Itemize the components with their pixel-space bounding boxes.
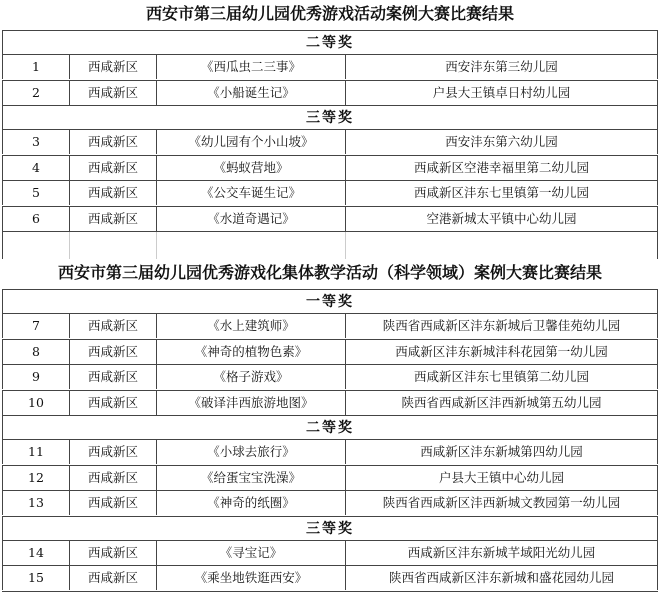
- case-name-cell: 《格子游戏》: [157, 365, 346, 389]
- school-cell: 西咸新区沣东七里镇第二幼儿园: [413, 369, 589, 384]
- row-number: 6: [3, 207, 70, 231]
- row-number: 15: [3, 566, 70, 590]
- table-spacer-row: [2, 231, 658, 259]
- case-name-cell: 《神奇的植物色素》: [157, 340, 346, 364]
- row-number: 14: [3, 541, 70, 565]
- case-name-cell: 《给蛋宝宝洗澡》: [157, 466, 346, 490]
- school-cell: 空港新城太平镇中心幼儿园: [426, 210, 577, 226]
- school-cell: 西安沣东第三幼儿园: [445, 59, 558, 74]
- case-name-cell: 《水上建筑师》: [157, 314, 346, 338]
- row-number: 13: [3, 491, 70, 515]
- table-row: [2, 80, 658, 105]
- row-number: 10: [3, 391, 70, 415]
- row-number: 3: [3, 130, 70, 154]
- district-cell: 西咸新区: [70, 440, 157, 464]
- school-cell: 陕西省西咸新区沣西新城文教园第一幼儿园: [382, 495, 621, 510]
- table-row: [2, 540, 658, 565]
- table-row: [2, 313, 658, 338]
- row-number: 4: [3, 156, 70, 180]
- district-cell: 西咸新区: [70, 81, 157, 105]
- table-row: [2, 206, 658, 231]
- row-number: 9: [3, 365, 70, 389]
- district-cell: 西咸新区: [70, 340, 157, 364]
- school-cell: 西咸新区沣东新城芊域阳光幼儿园: [407, 544, 596, 560]
- district-cell: 西咸新区: [70, 365, 157, 389]
- school-cell: 西咸新区沣东新城沣科花园第一幼儿园: [395, 343, 608, 359]
- table-row: [2, 129, 658, 154]
- school-cell: 西咸新区空港幸福里第二幼儿园: [413, 159, 589, 175]
- school-cell: 陕西省西咸新区沣西新城第五幼儿园: [401, 394, 602, 410]
- district-cell: 西咸新区: [70, 541, 157, 565]
- table-row: [2, 364, 658, 389]
- table-row: [2, 54, 658, 79]
- row-number: 5: [3, 181, 70, 205]
- award-section-header: 一等奖: [2, 289, 658, 313]
- case-name-cell: 《水道奇遇记》: [157, 207, 346, 231]
- table-title: 西安市第三届幼儿园优秀游戏活动案例大赛比赛结果: [145, 4, 514, 23]
- row-number: 2: [3, 81, 70, 105]
- case-name-cell: 《幼儿园有个小山坡》: [157, 130, 346, 154]
- table-row: [2, 439, 658, 464]
- award-section-header: 二等奖: [2, 30, 658, 54]
- row-number: 1: [3, 55, 70, 79]
- case-name-cell: 《神奇的纸圈》: [157, 491, 346, 515]
- table-title: 西安市第三届幼儿园优秀游戏化集体教学活动（科学领域）案例大赛比赛结果: [57, 263, 602, 282]
- case-name-cell: 《西瓜虫二三事》: [157, 55, 346, 79]
- table-bottom-border: [2, 591, 658, 592]
- district-cell: 西咸新区: [70, 207, 157, 231]
- district-cell: 西咸新区: [70, 466, 157, 490]
- school-cell: 西安沣东第六幼儿园: [445, 134, 558, 149]
- district-cell: 西咸新区: [70, 391, 157, 415]
- award-section-header: 三等奖: [2, 105, 658, 129]
- row-number: 12: [3, 466, 70, 490]
- district-cell: 西咸新区: [70, 130, 157, 154]
- school-cell: 户县大王镇中心幼儿园: [438, 469, 564, 485]
- table-row: [2, 180, 658, 205]
- district-cell: 西咸新区: [70, 566, 157, 590]
- case-name-cell: 《破译沣西旅游地图》: [157, 391, 346, 415]
- table-row: [2, 339, 658, 364]
- school-cell: 西咸新区沣东七里镇第一幼儿园: [413, 185, 589, 200]
- district-cell: 西咸新区: [70, 156, 157, 180]
- case-name-cell: 《乘坐地铁逛西安》: [157, 566, 346, 590]
- table-row: [2, 390, 658, 415]
- table-row: [2, 465, 658, 490]
- row-number: 11: [3, 440, 70, 464]
- school-cell: 户县大王镇卓日村幼儿园: [432, 84, 571, 100]
- award-section-header: 二等奖: [2, 415, 658, 439]
- case-name-cell: 《蚂蚁营地》: [157, 156, 346, 180]
- row-number: 7: [3, 314, 70, 338]
- district-cell: 西咸新区: [70, 314, 157, 338]
- table-row: [2, 490, 658, 515]
- school-cell: 西咸新区沣东新城第四幼儿园: [420, 444, 583, 459]
- school-cell: 陕西省西咸新区沣东新城后卫馨佳苑幼儿园: [382, 318, 621, 333]
- table-row: [2, 155, 658, 180]
- award-section-header: 三等奖: [2, 516, 658, 540]
- district-cell: 西咸新区: [70, 181, 157, 205]
- row-number: 8: [3, 340, 70, 364]
- case-name-cell: 《小船诞生记》: [157, 81, 346, 105]
- district-cell: 西咸新区: [70, 491, 157, 515]
- case-name-cell: 《寻宝记》: [157, 541, 346, 565]
- table-row: [2, 565, 658, 590]
- district-cell: 西咸新区: [70, 55, 157, 79]
- case-name-cell: 《公交车诞生记》: [157, 181, 346, 205]
- case-name-cell: 《小球去旅行》: [157, 440, 346, 464]
- school-cell: 陕西省西咸新区沣东新城和盛花园幼儿园: [388, 570, 614, 585]
